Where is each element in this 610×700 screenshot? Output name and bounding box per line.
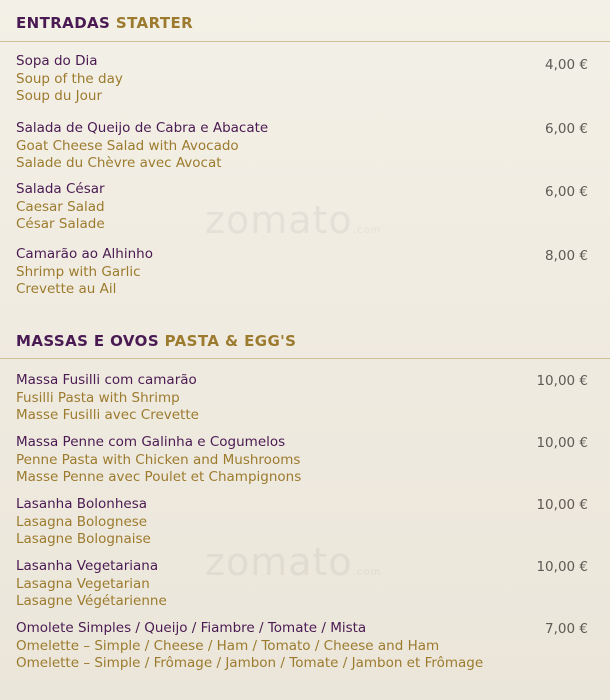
item-name-en: Lasagna Vegetarian bbox=[16, 575, 150, 592]
item-name-fr: Masse Penne avec Poulet et Champignons bbox=[16, 469, 302, 486]
menu-item bbox=[16, 372, 596, 425]
item-name-fr: César Salade bbox=[16, 216, 105, 233]
item-name-en: Shrimp with Garlic bbox=[16, 263, 141, 280]
item-name-pt: Salada de Queijo de Cabra e Abacate bbox=[16, 120, 269, 136]
item-name-fr: Salade du Chèvre avec Avocat bbox=[16, 155, 222, 172]
menu-item bbox=[16, 496, 596, 549]
menu-item bbox=[16, 434, 596, 487]
item-name-pt: Omolete Simples / Queijo / Fiambre / Tomate / Mista bbox=[16, 620, 367, 636]
item-price: 10,00 € bbox=[536, 373, 588, 389]
item-name-fr: Lasagne Bolognaise bbox=[16, 531, 151, 548]
menu-item bbox=[16, 120, 596, 173]
watermark-suffix: .com bbox=[352, 225, 382, 236]
item-price: 4,00 € bbox=[545, 57, 588, 73]
item-name-en: Goat Cheese Salad with Avocado bbox=[16, 137, 239, 154]
section-title-en: PASTA & EGG'S bbox=[164, 332, 297, 350]
item-name-pt: Massa Penne com Galinha e Cogumelos bbox=[16, 434, 286, 450]
item-name-en: Lasagna Bolognese bbox=[16, 513, 148, 530]
menu-item bbox=[16, 558, 596, 611]
item-price: 6,00 € bbox=[545, 121, 588, 137]
menu-item bbox=[16, 53, 596, 106]
item-name-en: Caesar Salad bbox=[16, 198, 105, 215]
item-name-en: Omelette – Simple / Cheese / Ham / Tomato / Cheese and Ham bbox=[16, 637, 440, 654]
section-title-en: STARTER bbox=[115, 14, 194, 32]
menu-item bbox=[16, 246, 596, 299]
item-name-pt: Lasanha Bolonhesa bbox=[16, 496, 148, 512]
section-heading-starter bbox=[16, 14, 193, 32]
watermark-suffix: .com bbox=[352, 567, 382, 578]
item-name-en: Penne Pasta with Chicken and Mushrooms bbox=[16, 451, 301, 468]
section-title-pt: ENTRADAS bbox=[16, 14, 111, 32]
section-divider bbox=[0, 358, 610, 359]
menu-item bbox=[16, 181, 596, 234]
item-name-fr: Omelette – Simple / Frômage / Jambon / Tomate / Jambon et Frômage bbox=[16, 655, 484, 672]
item-name-fr: Lasagne Végétarienne bbox=[16, 593, 167, 610]
item-name-en: Soup of the day bbox=[16, 70, 123, 87]
item-price: 8,00 € bbox=[545, 248, 588, 264]
item-price: 10,00 € bbox=[536, 497, 588, 513]
item-name-pt: Massa Fusilli com camarão bbox=[16, 372, 197, 388]
item-name-pt: Lasanha Vegetariana bbox=[16, 558, 159, 574]
item-name-pt: Salada César bbox=[16, 181, 105, 197]
item-name-pt: Camarão ao Alhinho bbox=[16, 246, 153, 262]
item-name-fr: Masse Fusilli avec Crevette bbox=[16, 407, 199, 424]
item-name-fr: Soup du Jour bbox=[16, 88, 103, 105]
menu-item bbox=[16, 620, 596, 673]
item-name-pt: Sopa do Dia bbox=[16, 53, 98, 69]
section-title-pt: MASSAS E OVOS bbox=[16, 332, 160, 350]
section-heading-pasta-eggs bbox=[16, 332, 296, 350]
watermark-text: zomato bbox=[205, 198, 353, 242]
item-price: 7,00 € bbox=[545, 621, 588, 637]
section-divider bbox=[0, 41, 610, 42]
item-name-en: Fusilli Pasta with Shrimp bbox=[16, 389, 180, 406]
item-name-fr: Crevette au Ail bbox=[16, 281, 117, 298]
item-price: 10,00 € bbox=[536, 559, 588, 575]
item-price: 6,00 € bbox=[545, 184, 588, 200]
item-price: 10,00 € bbox=[536, 435, 588, 451]
watermark-text: zomato bbox=[205, 540, 353, 584]
